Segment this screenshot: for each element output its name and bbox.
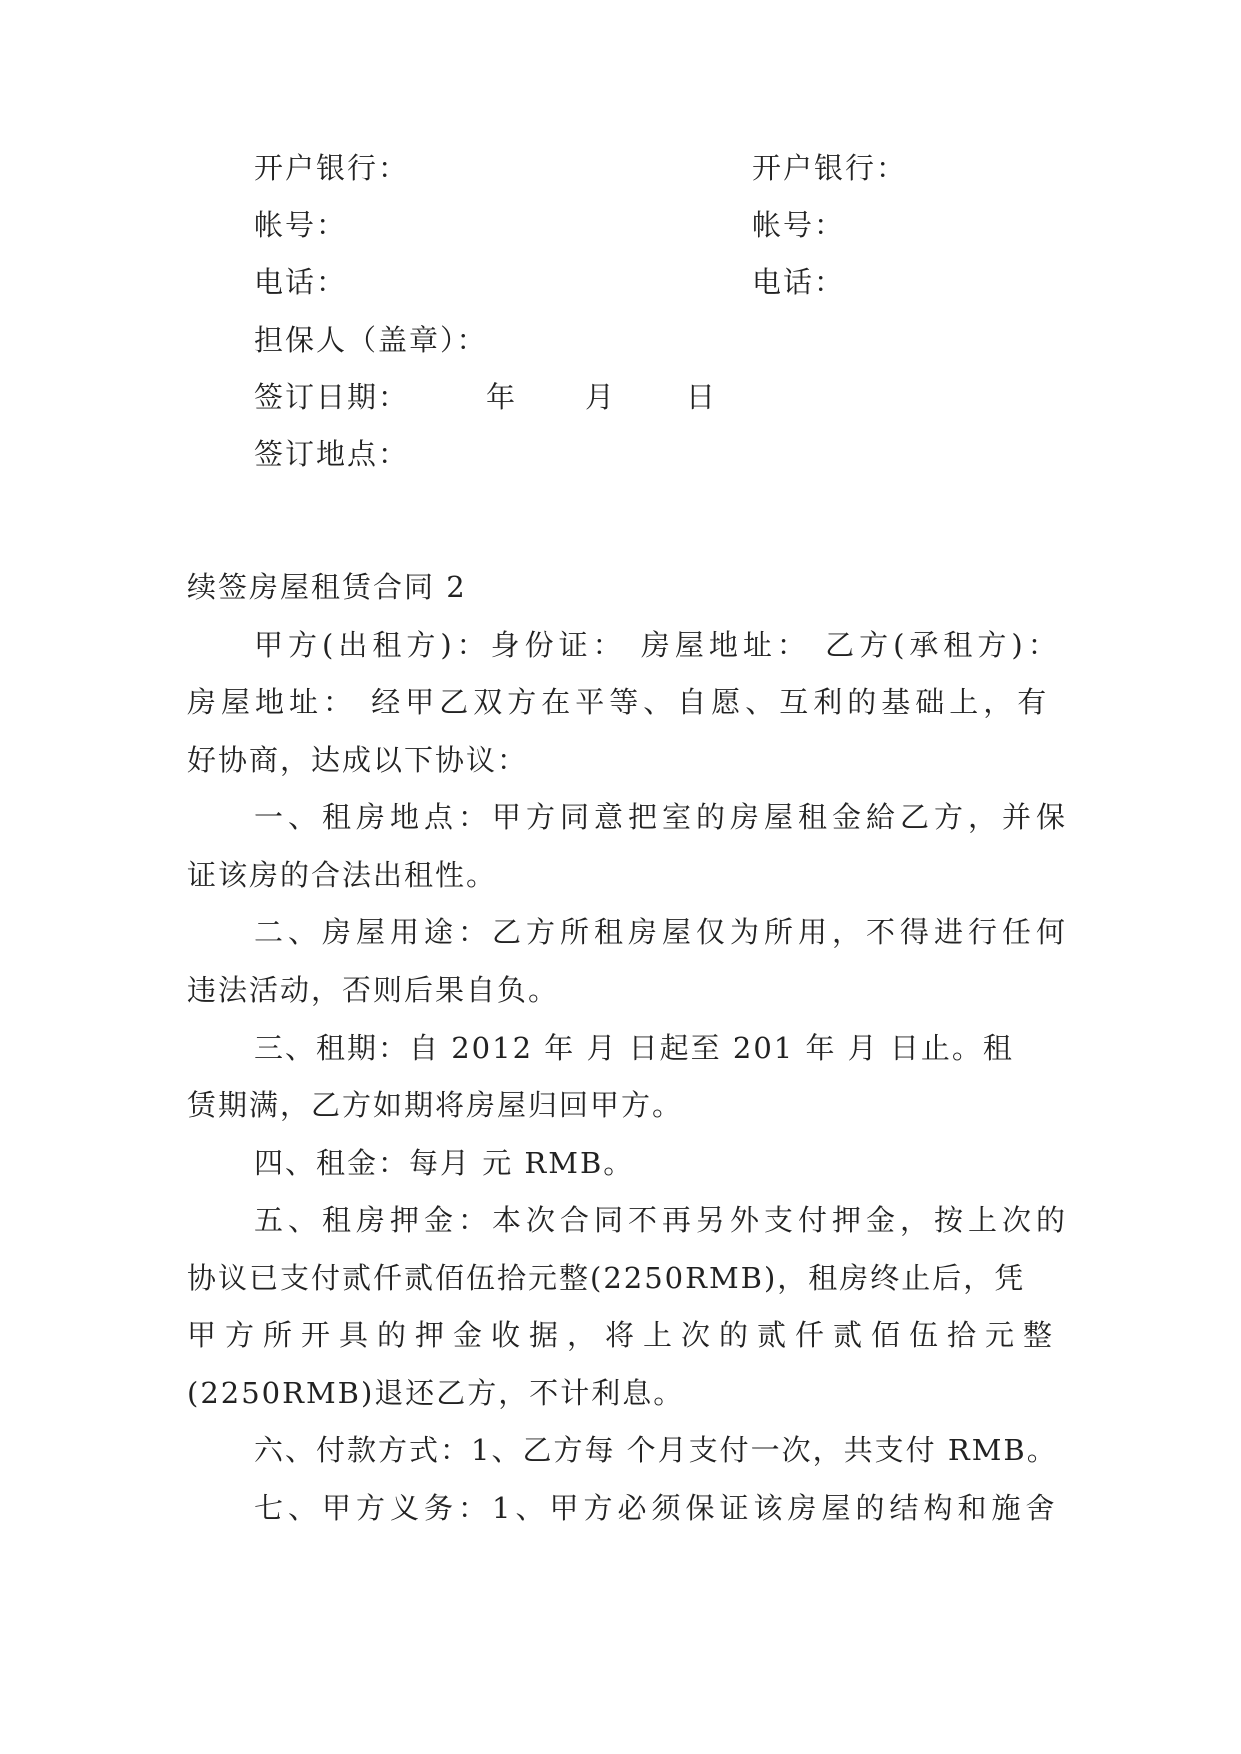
left-phone-label: 电话： [254, 265, 348, 299]
para6-line4: (2250RMB)退还乙方，不计利息。 [187, 1376, 685, 1410]
para6-line2: 协议已支付贰仟贰佰伍拾元整(2250RMB)，租房终止后，凭 [187, 1261, 1026, 1295]
para8-line1: 七、甲方义务：1、甲方必须保证该房屋的结构和施舍 [254, 1491, 1060, 1525]
para2-line1: 一、租房地点：甲方同意把室的房屋租金給乙方，并保 [254, 800, 1071, 834]
left-account-label: 帐号： [254, 208, 348, 242]
para7-line1: 六、付款方式：1、乙方每 个月支付一次，共支付 RMB。 [254, 1433, 1058, 1467]
para3-line1: 二、房屋用途：乙方所租房屋仅为所用，不得进行任何 [254, 915, 1071, 949]
contract-title: 续签房屋租赁合同 2 [187, 570, 467, 604]
sign-place-label: 签订地点： [254, 437, 410, 471]
para4-line2: 赁期满，乙方如期将房屋归回甲方。 [187, 1088, 684, 1122]
sign-date-label: 签订日期： [254, 380, 410, 414]
para5-line1: 四、租金：每月 元 RMB。 [254, 1146, 635, 1180]
para4-line1: 三、租期：自 2012 年 月 日起至 201 年 月 日止。租 [254, 1031, 1014, 1065]
para6-line3: 甲方所开具的押金收据，将上次的贰仟贰佰伍拾元整 [187, 1318, 1062, 1352]
left-bank-label: 开户银行： [254, 151, 410, 185]
sign-date-day: 日 [686, 380, 718, 414]
para1-line2: 房屋地址： 经甲乙双方在平等、自愿、互利的基础上，有 [187, 685, 1052, 719]
para6-line1: 五、租房押金：本次合同不再另外支付押金，按上次的 [254, 1203, 1071, 1237]
para2-line2: 证该房的合法出租性。 [187, 858, 498, 892]
right-account-label: 帐号： [752, 208, 846, 242]
right-bank-label: 开户银行： [752, 151, 908, 185]
para1-line1: 甲方(出租方)：身份证： 房屋地址： 乙方(承租方)： [254, 628, 1062, 662]
sign-date-month: 月 [585, 380, 617, 414]
para1-line3: 好协商，达成以下协议： [187, 743, 529, 777]
guarantor-label: 担保人（盖章）： [254, 323, 488, 357]
right-phone-label: 电话： [752, 265, 846, 299]
para3-line2: 违法活动，否则后果自负。 [187, 973, 560, 1007]
sign-date-year: 年 [486, 380, 518, 414]
